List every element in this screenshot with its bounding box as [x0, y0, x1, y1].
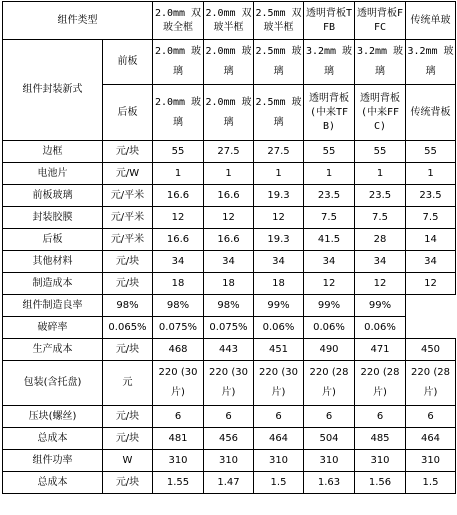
front-panel-value: 3.2mm 玻璃 — [304, 40, 355, 85]
row-unit: 元/块 — [103, 339, 153, 361]
row-value: 12 — [153, 207, 204, 229]
front-panel-value: 3.2mm 玻璃 — [406, 40, 456, 85]
row-value: 12 — [355, 273, 406, 295]
cost-row — [3, 229, 456, 251]
row-value: 6 — [355, 406, 406, 428]
cost-row — [3, 207, 456, 229]
row-value: 6 — [153, 406, 204, 428]
row-value: 443 — [204, 339, 254, 361]
yield-row — [3, 295, 456, 317]
back-panel-value: 透明背板(中来TFB) — [304, 85, 355, 141]
row-unit: 元/块 — [103, 273, 153, 295]
row-value: 41.5 — [304, 229, 355, 251]
row-value: 19.3 — [254, 185, 304, 207]
row-value: 16.6 — [204, 185, 254, 207]
row-value: 1.56 — [355, 472, 406, 494]
row-value: 0.06% — [254, 317, 304, 339]
row-value: 1.5 — [406, 472, 456, 494]
row-value: 55 — [153, 141, 204, 163]
row-value: 310 — [304, 450, 355, 472]
row-name: 制造成本 — [3, 273, 103, 295]
row-unit: 元/块 — [103, 141, 153, 163]
row-value: 220 (30片) — [254, 361, 304, 406]
row-value: 1 — [304, 163, 355, 185]
cost-row — [3, 472, 456, 494]
row-value: 98% — [103, 295, 153, 317]
row-value: 23.5 — [355, 185, 406, 207]
row-value: 504 — [304, 428, 355, 450]
row-unit: 元/块 — [103, 406, 153, 428]
row-value: 220 (28片) — [304, 361, 355, 406]
row-value: 98% — [204, 295, 254, 317]
row-value: 0.075% — [204, 317, 254, 339]
row-value: 16.6 — [153, 185, 204, 207]
row-value: 27.5 — [204, 141, 254, 163]
row-value: 464 — [406, 428, 456, 450]
row-value: 1.5 — [254, 472, 304, 494]
back-panel-label: 后板 — [103, 85, 153, 141]
cost-row — [3, 406, 456, 428]
front-panel-value: 2.0mm 玻璃 — [204, 40, 254, 85]
row-value: 1 — [153, 163, 204, 185]
row-name: 后板 — [3, 229, 103, 251]
row-unit: W — [103, 450, 153, 472]
empty-cell — [406, 317, 456, 339]
row-value: 7.5 — [355, 207, 406, 229]
row-value: 481 — [153, 428, 204, 450]
row-value: 12 — [406, 273, 456, 295]
row-value: 310 — [204, 450, 254, 472]
row-value: 6 — [406, 406, 456, 428]
row-name: 生产成本 — [3, 339, 103, 361]
row-name: 总成本 — [3, 428, 103, 450]
cost-row — [3, 185, 456, 207]
row-value: 464 — [254, 428, 304, 450]
cost-row — [3, 163, 456, 185]
front-panel-value: 3.2mm 玻璃 — [355, 40, 406, 85]
row-value: 220 (28片) — [406, 361, 456, 406]
row-value: 220 (28片) — [355, 361, 406, 406]
row-unit: 元/块 — [103, 251, 153, 273]
back-panel-value: 2.5mm 玻璃 — [254, 85, 304, 141]
row-name: 边框 — [3, 141, 103, 163]
row-value: 27.5 — [254, 141, 304, 163]
back-panel-value: 2.0mm 玻璃 — [204, 85, 254, 141]
row-value: 310 — [355, 450, 406, 472]
row-value: 6 — [304, 406, 355, 428]
cost-row — [3, 339, 456, 361]
row-value: 6 — [254, 406, 304, 428]
back-panel-value: 透明背板(中来FFC) — [355, 85, 406, 141]
front-panel-label: 前板 — [103, 40, 153, 85]
row-value: 1.55 — [153, 472, 204, 494]
row-value: 310 — [254, 450, 304, 472]
row-value: 451 — [254, 339, 304, 361]
row-value: 28 — [355, 229, 406, 251]
encapsulation-label: 组件封装新式 — [3, 40, 103, 141]
front-panel-row — [3, 40, 456, 85]
row-value: 19.3 — [254, 229, 304, 251]
row-value: 99% — [355, 295, 406, 317]
type-header: 透明背板FFC — [355, 2, 406, 40]
cost-row — [3, 141, 456, 163]
row-value: 18 — [254, 273, 304, 295]
breakage-row — [3, 317, 456, 339]
row-value: 34 — [304, 251, 355, 273]
row-value: 0.06% — [355, 317, 406, 339]
cost-row — [3, 273, 456, 295]
row-value: 99% — [304, 295, 355, 317]
type-header: 透明背板TFB — [304, 2, 355, 40]
packing-row — [3, 361, 456, 406]
row-value: 23.5 — [406, 185, 456, 207]
row-value: 12 — [254, 207, 304, 229]
row-value: 16.6 — [204, 229, 254, 251]
type-header: 2.0mm 双玻全框 — [153, 2, 204, 40]
row-value: 55 — [355, 141, 406, 163]
row-unit: 元/平米 — [103, 207, 153, 229]
empty-cell — [406, 295, 456, 317]
row-value: 12 — [304, 273, 355, 295]
type-header: 2.0mm 双玻半框 — [204, 2, 254, 40]
row-value: 450 — [406, 339, 456, 361]
row-value: 34 — [204, 251, 254, 273]
component-type-label: 组件类型 — [3, 2, 153, 40]
back-panel-value: 2.0mm 玻璃 — [153, 85, 204, 141]
row-value: 1.63 — [304, 472, 355, 494]
row-unit: 元/W — [103, 163, 153, 185]
row-unit: 元/块 — [103, 428, 153, 450]
row-value: 34 — [406, 251, 456, 273]
row-value: 490 — [304, 339, 355, 361]
row-value: 1.47 — [204, 472, 254, 494]
row-value: 310 — [406, 450, 456, 472]
row-value: 98% — [153, 295, 204, 317]
row-value: 1 — [406, 163, 456, 185]
row-value: 34 — [153, 251, 204, 273]
row-value: 485 — [355, 428, 406, 450]
row-value: 14 — [406, 229, 456, 251]
row-value: 456 — [204, 428, 254, 450]
cost-row — [3, 450, 456, 472]
row-value: 7.5 — [304, 207, 355, 229]
row-value: 6 — [204, 406, 254, 428]
front-panel-value: 2.5mm 玻璃 — [254, 40, 304, 85]
back-panel-value: 传统背板 — [406, 85, 456, 141]
row-value: 0.075% — [153, 317, 204, 339]
row-value: 23.5 — [304, 185, 355, 207]
row-unit: 元 — [103, 361, 153, 406]
row-value: 7.5 — [406, 207, 456, 229]
row-value: 471 — [355, 339, 406, 361]
row-name: 电池片 — [3, 163, 103, 185]
row-value: 220 (30片) — [153, 361, 204, 406]
row-name: 其他材料 — [3, 251, 103, 273]
row-value: 0.065% — [103, 317, 153, 339]
module-cost-table — [2, 1, 456, 494]
front-panel-value: 2.0mm 玻璃 — [153, 40, 204, 85]
row-value: 55 — [406, 141, 456, 163]
cost-row — [3, 251, 456, 273]
row-value: 310 — [153, 450, 204, 472]
row-value: 99% — [254, 295, 304, 317]
row-value: 1 — [254, 163, 304, 185]
row-value: 1 — [204, 163, 254, 185]
row-name: 包装(含托盘) — [3, 361, 103, 406]
row-value: 12 — [204, 207, 254, 229]
row-value: 18 — [204, 273, 254, 295]
row-value: 468 — [153, 339, 204, 361]
row-name: 组件制造良率 — [3, 295, 103, 317]
header-row — [3, 2, 456, 40]
row-value: 18 — [153, 273, 204, 295]
row-name: 破碎率 — [3, 317, 103, 339]
row-unit: 元/平米 — [103, 185, 153, 207]
row-name: 总成本 — [3, 472, 103, 494]
row-value: 34 — [254, 251, 304, 273]
row-value: 0.06% — [304, 317, 355, 339]
row-value: 1 — [355, 163, 406, 185]
row-unit: 元/块 — [103, 472, 153, 494]
row-name: 压块(螺丝) — [3, 406, 103, 428]
row-name: 前板玻璃 — [3, 185, 103, 207]
cost-row — [3, 428, 456, 450]
type-header: 2.5mm 双玻半框 — [254, 2, 304, 40]
row-unit: 元/平米 — [103, 229, 153, 251]
row-name: 封装胶膜 — [3, 207, 103, 229]
type-header: 传统单玻 — [406, 2, 456, 40]
row-name: 组件功率 — [3, 450, 103, 472]
row-value: 16.6 — [153, 229, 204, 251]
row-value: 55 — [304, 141, 355, 163]
row-value: 220 (30片) — [204, 361, 254, 406]
row-value: 34 — [355, 251, 406, 273]
